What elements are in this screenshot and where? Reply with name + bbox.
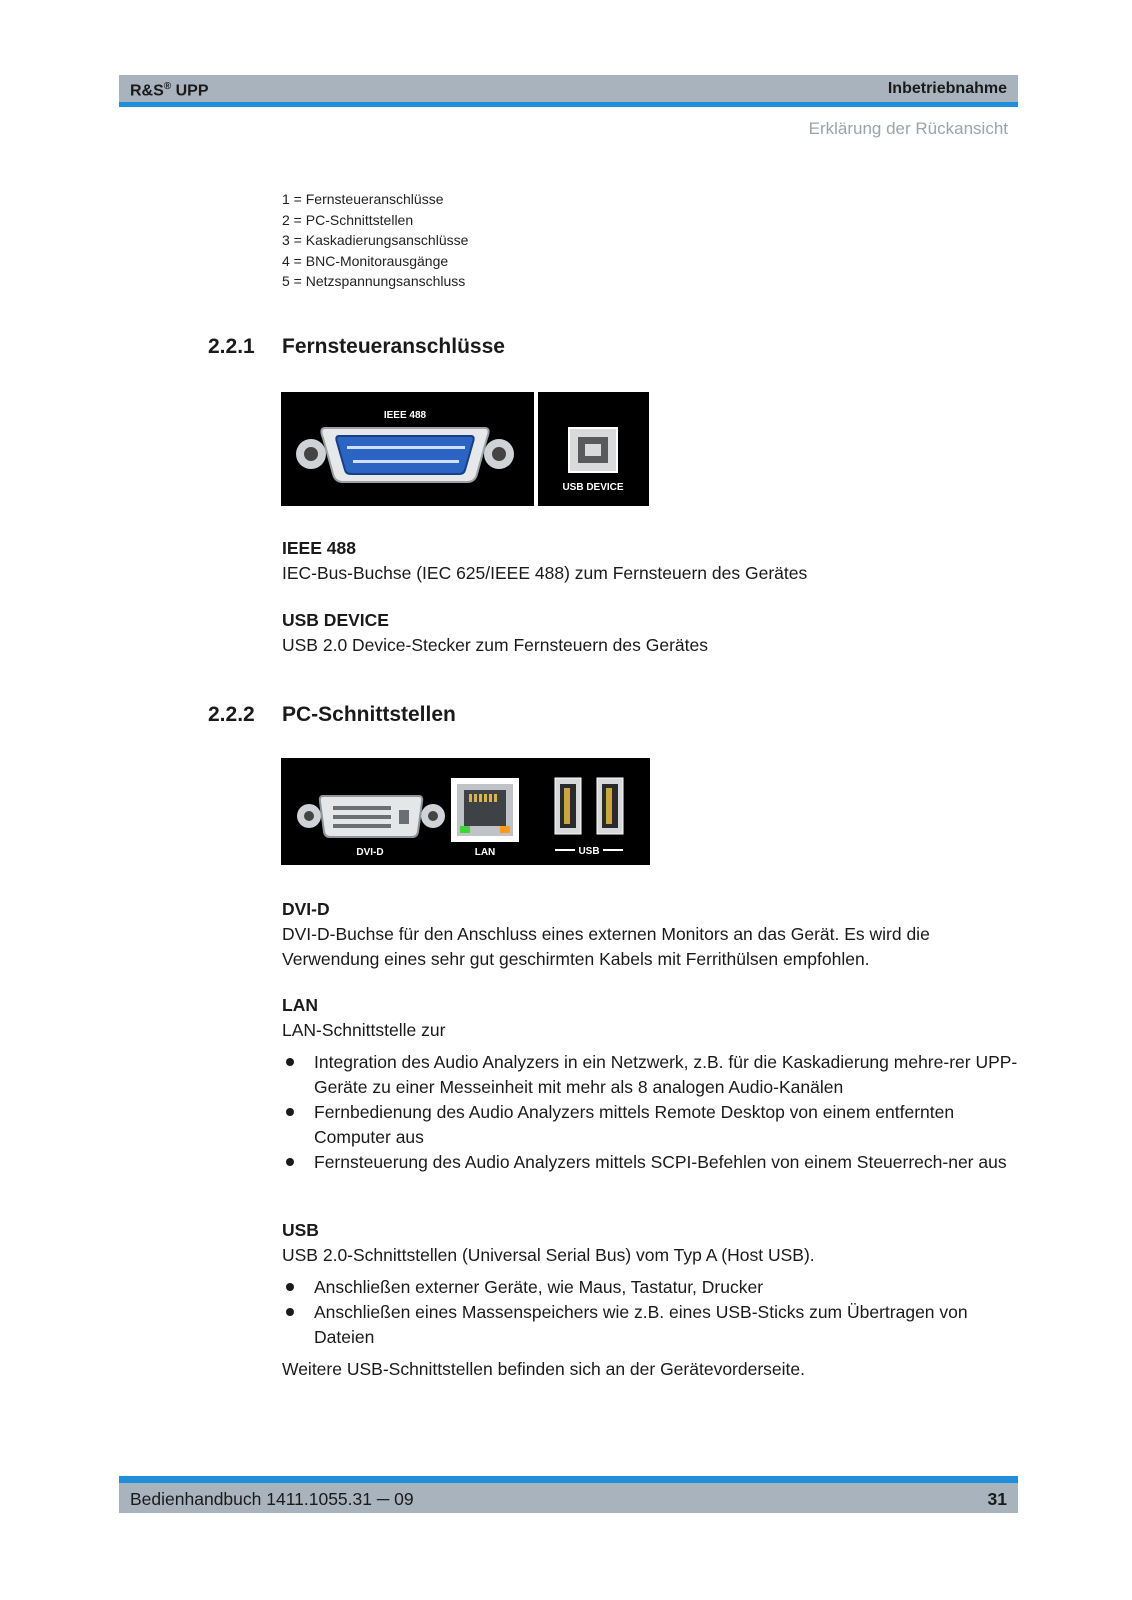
desc-lan: LAN-Schnittstelle zur xyxy=(282,1020,446,1040)
list-item: Fernbedienung des Audio Analyzers mittels Remote Desktop von einem entfernten Computer aus xyxy=(282,1100,1022,1150)
usb-device-label: USB DEVICE xyxy=(562,482,624,493)
legend-item: 5 = Netzspannungsanschluss xyxy=(282,273,466,289)
footer-doc-number: Bedienhandbuch 1411.1055.31 ─ 09 xyxy=(130,1489,414,1509)
desc-usb: USB 2.0-Schnittstellen (Universal Serial Bus) vom Typ A (Host USB). xyxy=(282,1245,815,1265)
term-lan: LAN xyxy=(282,995,318,1015)
term-usb: USB xyxy=(282,1220,319,1240)
term-usb-device: USB DEVICE xyxy=(282,610,389,630)
item-usb xyxy=(282,1218,1022,1382)
item-lan xyxy=(282,993,1022,1175)
dvi-label: DVI-D xyxy=(356,847,384,858)
legend-item: 1 = Fernsteueranschlüsse xyxy=(282,191,444,207)
lan-label: LAN xyxy=(474,847,496,858)
section-heading-fernsteuer: 2.2.1 Fernsteueranschlüsse xyxy=(208,335,505,358)
item-usb-device xyxy=(282,608,1022,658)
page-footer-bar xyxy=(119,1476,1018,1513)
header-section: Erklärung der Rückansicht xyxy=(808,119,1008,138)
list-item: Fernsteuerung des Audio Analyzers mittels SCPI-Befehlen von einem Steuerrech-ner aus xyxy=(282,1150,1022,1175)
page-header-bar xyxy=(119,75,1018,107)
list-item: Anschließen eines Massenspeichers wie z.B. eines USB-Sticks zum Übertragen von Dateien xyxy=(282,1300,1022,1350)
term-dvi: DVI-D xyxy=(282,899,330,919)
header-chapter: Inbetriebnahme xyxy=(887,80,1007,97)
usb-bullet-list xyxy=(282,1275,1022,1350)
desc-ieee488: IEC-Bus-Buchse (IEC 625/IEEE 488) zum Fernsteuern des Gerätes xyxy=(282,563,808,583)
legend-item: 4 = BNC-Monitorausgänge xyxy=(282,252,449,269)
legend-item: 3 = Kaskadierungsanschlüsse xyxy=(282,232,469,248)
list-item: Anschließen externer Geräte, wie Maus, Tastatur, Drucker xyxy=(282,1275,1022,1300)
term-ieee488: IEEE 488 xyxy=(282,538,356,558)
ieee-label: IEEE 488 xyxy=(383,410,427,421)
usb-note: Weitere USB-Schnittstellen befinden sich an der Gerätevorderseite. xyxy=(282,1359,806,1379)
page-number: 31 xyxy=(987,1489,1007,1509)
lan-bullet-list xyxy=(282,1050,1022,1175)
legend-item: 2 = PC-Schnittstellen xyxy=(282,211,414,228)
header-product: R&S® UPP xyxy=(130,81,209,100)
figure-pc-interfaces xyxy=(281,758,650,865)
figure-remote-connectors xyxy=(281,392,649,506)
figure-legend xyxy=(282,189,468,292)
section-heading-pc: 2.2.2 PC-Schnittstellen xyxy=(208,703,456,726)
item-ieee488 xyxy=(282,536,1022,586)
desc-usb-device: USB 2.0 Device-Stecker zum Fernsteuern des Gerätes xyxy=(282,635,709,655)
item-dvi xyxy=(282,897,1022,972)
desc-dvi: DVI-D-Buchse für den Anschluss eines externen Monitors an das Gerät. Es wird die Verwendung eines sehr gut geschirmten Kabels mit Ferrithülsen empfohlen. xyxy=(282,924,930,969)
list-item: Integration des Audio Analyzers in ein Netzwerk, z.B. für die Kaskadierung mehre-rer UPP-Geräte zu einer Messeinheit mit mehr als 8 analogen Audio-Kanälen xyxy=(282,1050,1022,1100)
usb-label: USB xyxy=(578,846,600,857)
